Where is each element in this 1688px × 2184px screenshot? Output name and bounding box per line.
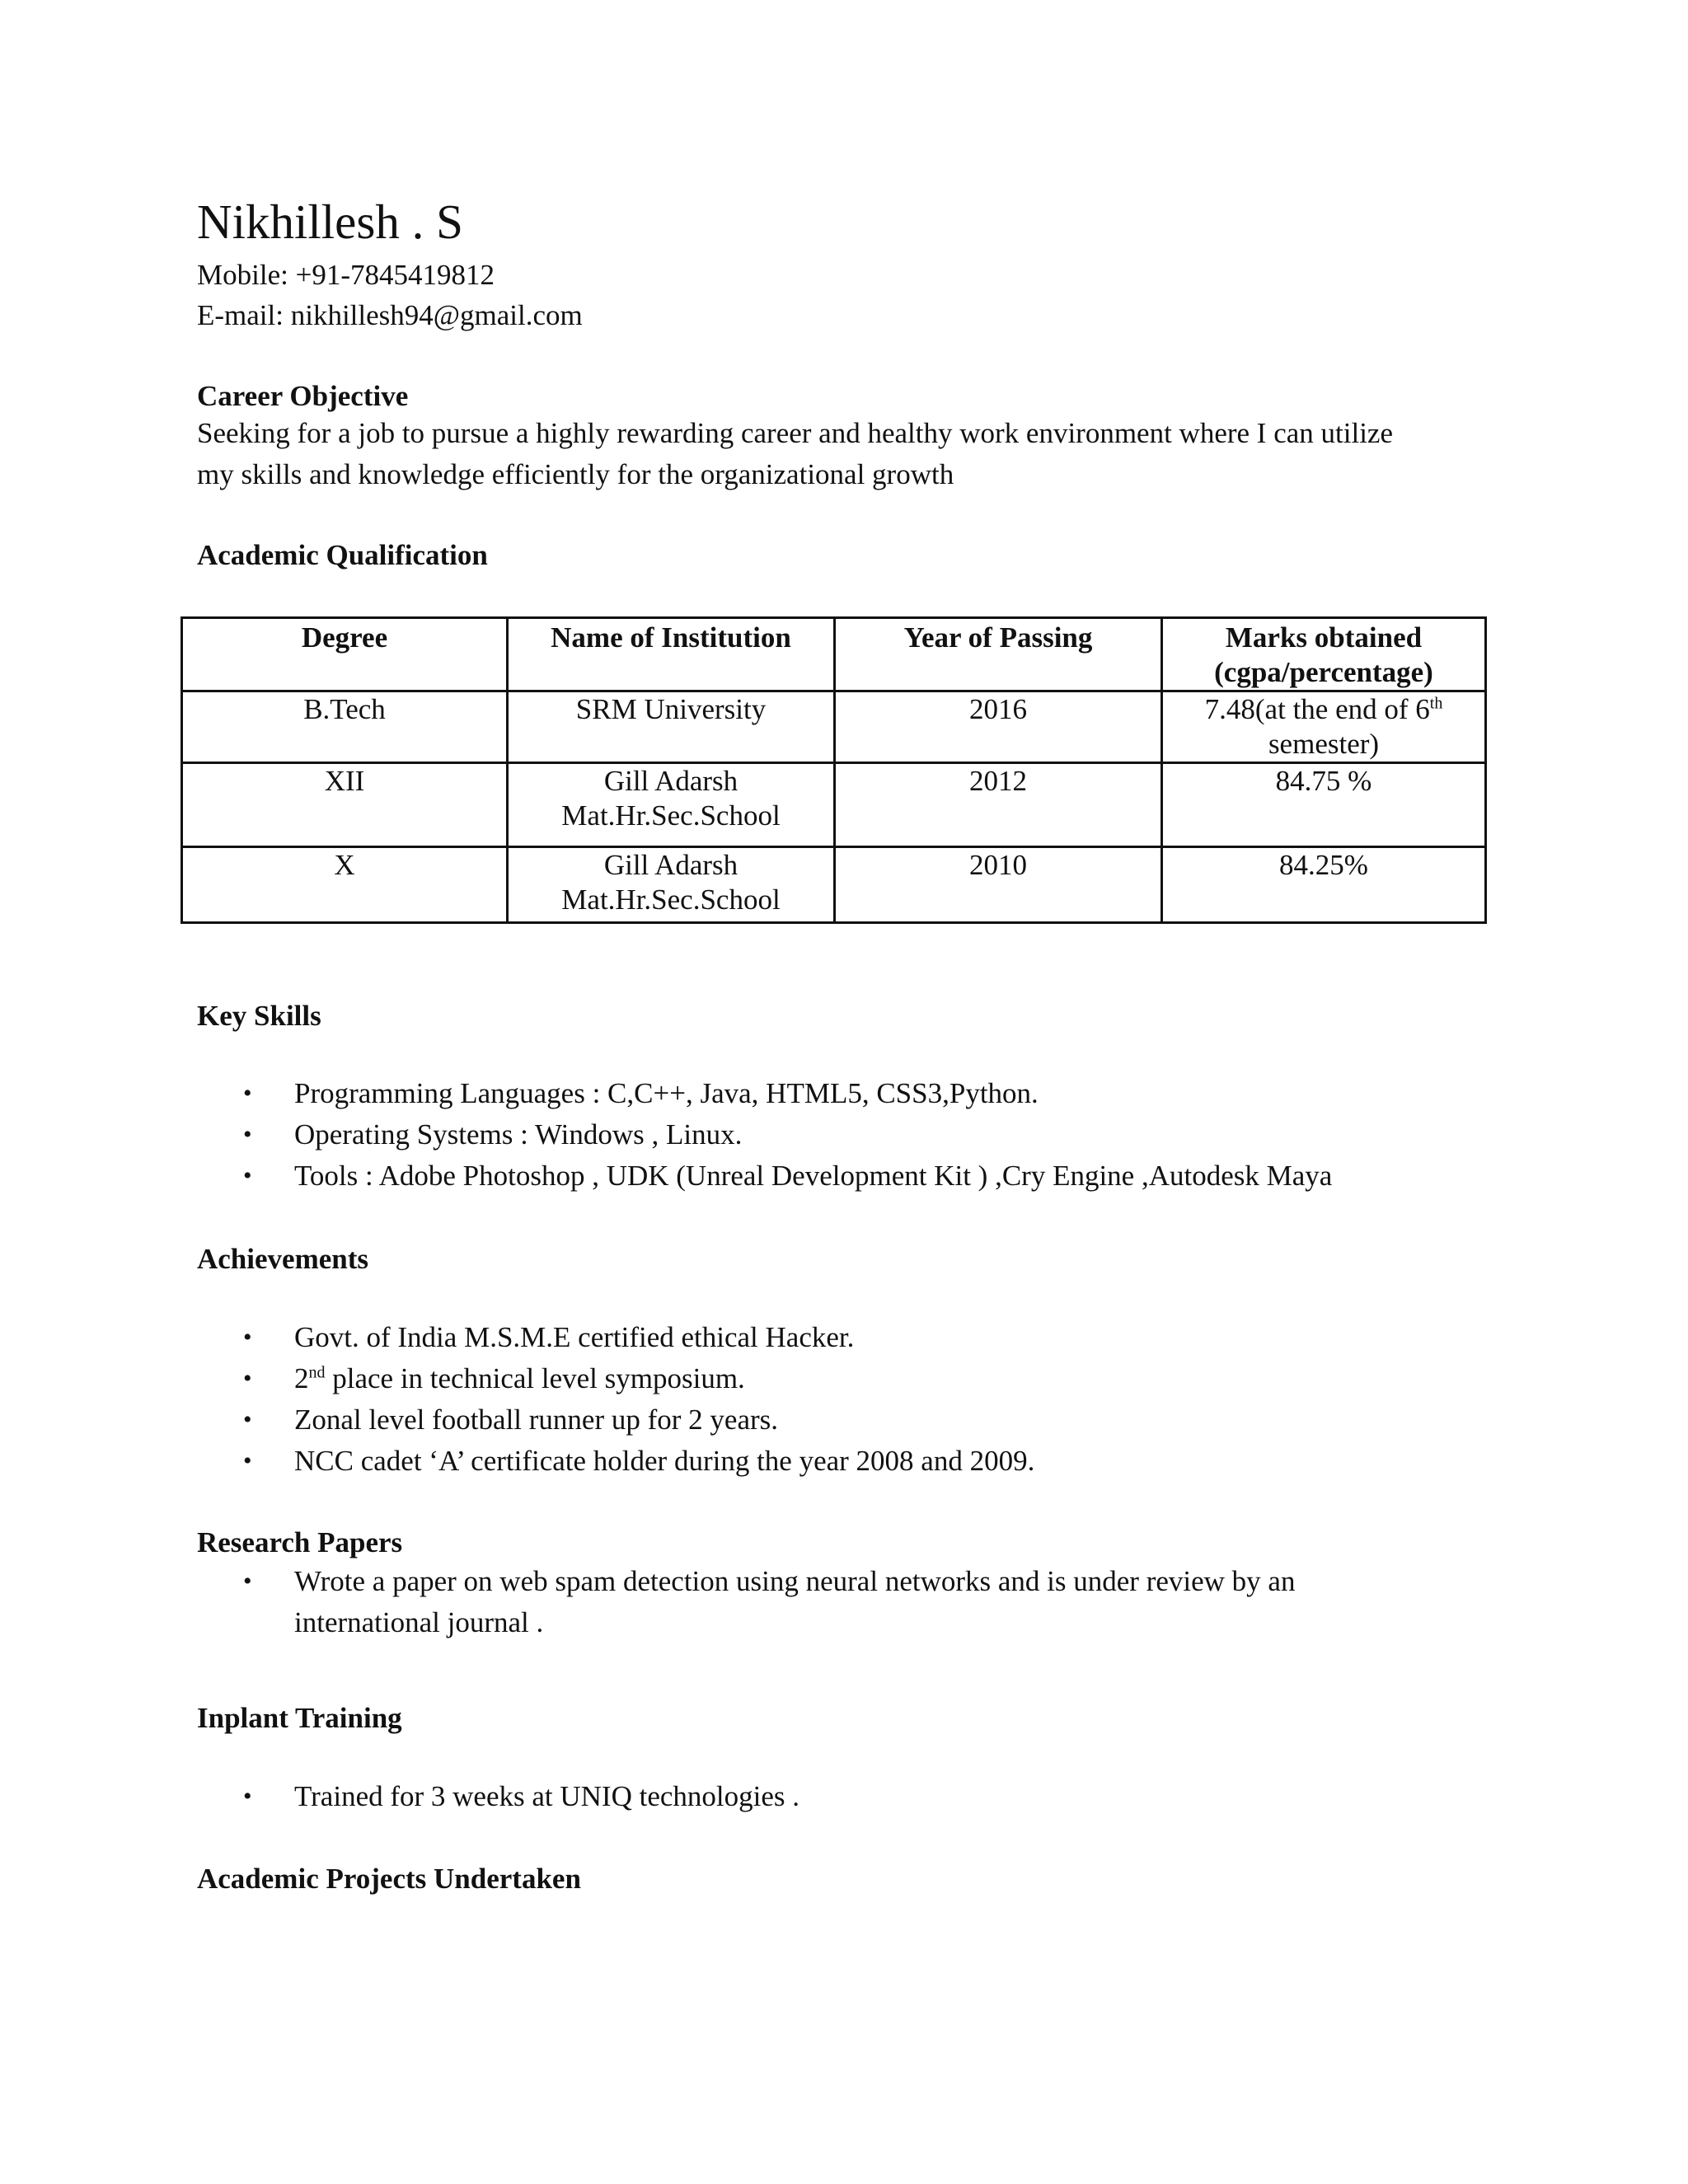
marks-value-line-2: semester)	[1268, 728, 1380, 760]
email-line: E-mail: nikhillesh94@gmail.com	[197, 299, 583, 331]
inplant-training-heading: Inplant Training	[197, 1702, 402, 1734]
list-item: • Trained for 3 weeks at UNIQ technologies .	[197, 1776, 799, 1817]
column-header-year: Year of Passing	[835, 618, 1162, 691]
institution-cell	[508, 847, 835, 923]
institution-line-2: Mat.Hr.Sec.School	[561, 883, 781, 916]
career-objective-heading: Career Objective	[197, 380, 409, 412]
bullet-icon: •	[243, 1365, 252, 1392]
career-objective-text	[197, 413, 1499, 495]
list-item: • Programming Languages : C,C++, Java, HTML5, CSS3,Python.	[197, 1073, 1332, 1114]
marks-value: 7.48(at the end of 6	[1204, 693, 1430, 725]
degree-cell: X	[182, 847, 508, 923]
achievements-heading: Achievements	[197, 1243, 369, 1275]
career-objective-line-2: my skills and knowledge efficiently for the organizational growth	[197, 458, 954, 490]
marks-cell	[1162, 691, 1486, 763]
key-skills-heading: Key Skills	[197, 1000, 321, 1032]
candidate-name: Nikhillesh . S	[197, 194, 463, 249]
list-item: • 2nd place in technical level symposium.	[197, 1358, 1034, 1399]
inplant-training-list	[197, 1776, 799, 1817]
career-objective-line-1: Seeking for a job to pursue a highly rewarding career and healthy work environment where I can utilize	[197, 417, 1393, 449]
year-cell: 2016	[835, 691, 1162, 763]
list-item: • NCC cadet ‘A’ certificate holder during the year 2008 and 2009.	[197, 1441, 1034, 1482]
list-item: • Wrote a paper on web spam detection using neural networks and is under review by an international journal .	[197, 1561, 1295, 1643]
bullet-icon: •	[243, 1783, 252, 1810]
bullet-icon: •	[243, 1162, 252, 1189]
bullet-icon: •	[243, 1324, 252, 1351]
degree-cell: B.Tech	[182, 691, 508, 763]
column-header-degree: Degree	[182, 618, 508, 691]
achievements-list	[197, 1317, 1034, 1482]
column-header-marks-line-1: Marks obtained	[1225, 621, 1423, 654]
bullet-icon: •	[243, 1447, 252, 1474]
marks-superscript: th	[1429, 694, 1443, 713]
list-item: • Tools : Adobe Photoshop , UDK (Unreal Development Kit ) ,Cry Engine ,Autodesk Maya	[197, 1155, 1332, 1197]
year-cell: 2010	[835, 847, 1162, 923]
mobile-line: Mobile: +91-7845419812	[197, 259, 495, 291]
bullet-icon: •	[243, 1080, 252, 1107]
bullet-icon: •	[243, 1121, 252, 1148]
table-header-row	[182, 618, 1486, 691]
research-papers-heading: Research Papers	[197, 1526, 403, 1558]
column-header-institution: Name of Institution	[508, 618, 835, 691]
marks-cell: 84.25%	[1162, 847, 1486, 923]
table-row	[182, 691, 1486, 763]
research-papers-list	[197, 1561, 1295, 1643]
institution-line-1: Gill Adarsh	[603, 849, 738, 881]
institution-cell: SRM University	[508, 691, 835, 763]
table-border-tick	[181, 915, 183, 923]
bullet-icon: •	[243, 1406, 252, 1433]
degree-cell: XII	[182, 763, 508, 847]
academic-projects-heading: Academic Projects Undertaken	[197, 1863, 581, 1895]
marks-cell: 84.75 %	[1162, 763, 1486, 847]
list-item: • Zonal level football runner up for 2 years.	[197, 1399, 1034, 1441]
bullet-icon: •	[243, 1568, 252, 1595]
list-item: • Govt. of India M.S.M.E certified ethical Hacker.	[197, 1317, 1034, 1358]
institution-line-2: Mat.Hr.Sec.School	[561, 799, 781, 832]
column-header-marks	[1162, 618, 1486, 691]
year-cell: 2012	[835, 763, 1162, 847]
table-row	[182, 847, 1486, 923]
key-skills-list	[197, 1073, 1332, 1197]
academic-qualification-table	[181, 616, 1487, 924]
column-header-marks-line-2: (cgpa/percentage)	[1214, 656, 1433, 688]
list-item: • Operating Systems : Windows , Linux.	[197, 1114, 1332, 1155]
academic-qualification-heading: Academic Qualification	[197, 539, 488, 571]
institution-cell	[508, 763, 835, 847]
institution-line-1: Gill Adarsh	[603, 765, 738, 797]
table-row	[182, 763, 1486, 847]
